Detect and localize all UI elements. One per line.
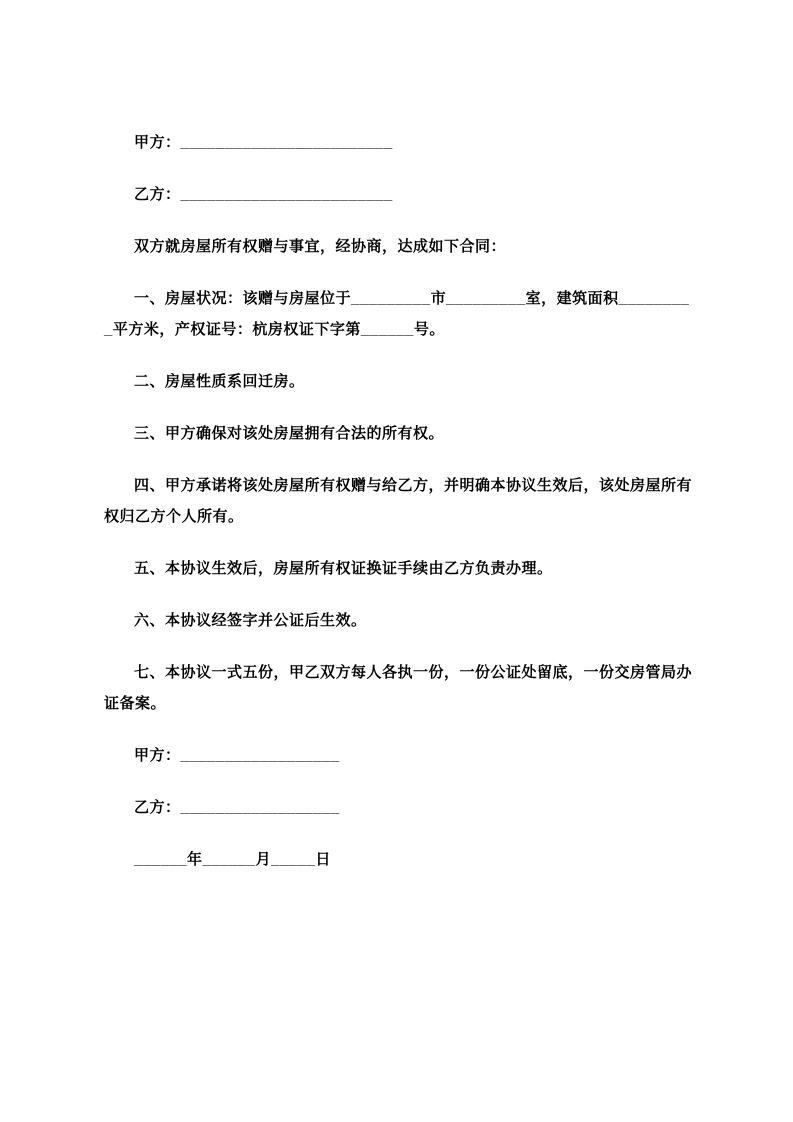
- clause-1-house-status: 一、房屋状况：该赠与房屋位于_________市_________室，建筑面积_________平方米，产权证号：杭房权证下字第______号。: [104, 290, 690, 338]
- document-body: [104, 127, 693, 875]
- clause-2-house-type: 二、房屋性质系回迁房。: [134, 373, 305, 390]
- clause-4-gift-promise: 四、甲方承诺将该处房屋所有权赠与给乙方，并明确本协议生效后，该处房屋所有权归乙方个人所有。: [104, 477, 693, 525]
- signature-party-a-line: 甲方：__________________: [134, 747, 340, 764]
- signature-party-b-line: 乙方：__________________: [134, 799, 340, 816]
- date-line: ______年______月_____日: [134, 851, 331, 868]
- party-b-blank-line: 乙方：________________________: [134, 186, 393, 203]
- clause-3-ownership-guarantee: 三、甲方确保对该处房屋拥有合法的所有权。: [134, 425, 445, 442]
- intro-paragraph: 双方就房屋所有权赠与事宜，经协商，达成如下合同：: [134, 238, 507, 255]
- clause-5-certificate-transfer: 五、本协议生效后，房屋所有权证换证手续由乙方负责办理。: [134, 560, 553, 577]
- clause-7-copies: 七、本协议一式五份，甲乙双方每人各执一份，一份公证处留底，一份交房管局办证备案。: [104, 664, 693, 712]
- clause-6-effectiveness: 六、本协议经签字并公证后生效。: [134, 612, 367, 629]
- party-a-blank-line: 甲方：________________________: [134, 134, 393, 151]
